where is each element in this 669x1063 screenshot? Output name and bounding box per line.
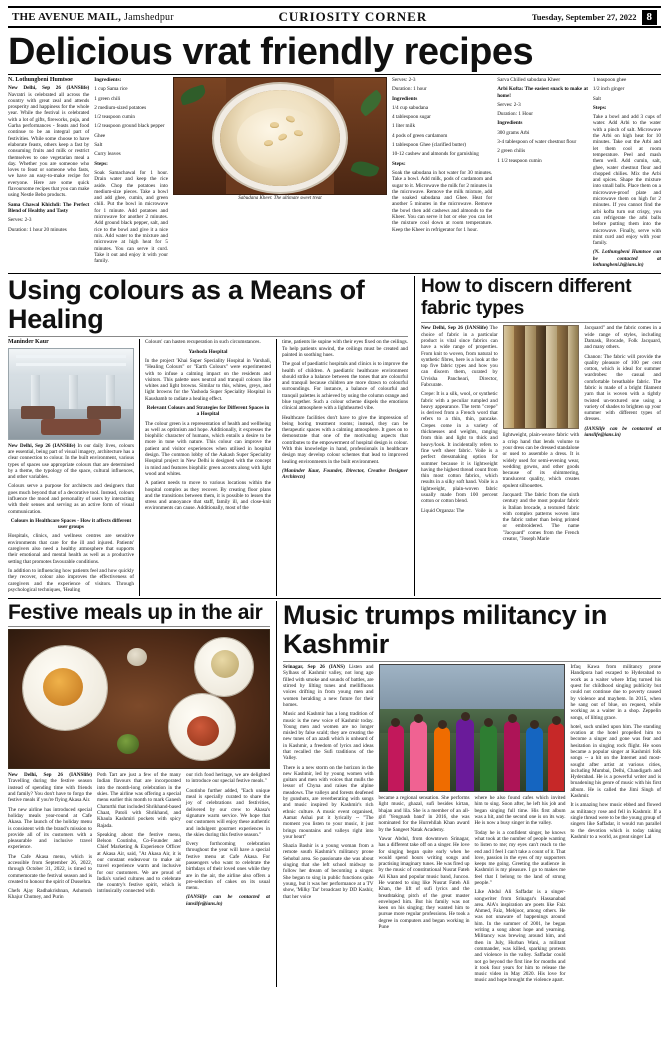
lead-col1-text: Navratri is celebrated all across the country with great zeal and attends prosperity and happiness for the whole year. While the festival is celebrated with a lot of gifts, fireworks, puja, and Garba performances - feasts and food continue to be an integral part of festivities. While some choose to have elaborate feasts, others keep a fast by consuming fruits and milk or restrict themselves to one vegetarian meal a day. Whether you are someone who loves to feast or someone who fasts, we have an easy-to-make recipe for everyone. Here are some quick flavoursome recipes that you can make using Nestle Bebo products. [8, 91, 90, 199]
performer [388, 725, 404, 791]
fabric-rolls-photo [503, 325, 580, 429]
lead-col-4 [392, 77, 492, 271]
performer-head [484, 718, 493, 727]
light-strip [16, 363, 125, 366]
section-title: CURIOSITY CORNER [278, 9, 428, 24]
lead-col-1 [8, 77, 89, 271]
ingredient-item: 300 grams Arbi [497, 129, 530, 136]
divider [8, 74, 661, 75]
performer [456, 719, 474, 791]
col5-duration: Duration: 1 Hour [497, 111, 533, 118]
festive-col-1 [8, 772, 92, 910]
festive-headline: Festive meals up in the air [8, 601, 263, 625]
fabric-col-3 [584, 325, 661, 545]
food-item [211, 650, 239, 678]
healing-col3-p2: The goal of paediatric hospitals and clinics is to improve the health of children. A paediatric healthcare environment should strike a balance between the tones that are colourful and tranquil because children are more drawn to colourful surroundings. For instance, a balance of colourful and tranquil palettes is achieved by using the column orange and blue together. Such a colour scheme dispels the emotions clinical atmosphere with a lighthearted vibe. [282, 361, 408, 412]
ingredient-item: 3-4 tablespoon of water chestnut flour [497, 139, 577, 146]
ingredient-item: 1 cup Sama rice [94, 86, 128, 93]
hospital-lobby-photo [8, 348, 134, 440]
bottom-section [8, 601, 661, 987]
lead-col-6 [593, 77, 661, 271]
col4-steps: Soak the sabudana in hot water for 30 minutes. Take a bowl. Add milk, pods of cardamom and sugar to it. Microwave the milk for 2 minutes in the microwave. Remove the milk mixture, add the soaked sabudana and Ghee. Heat for another 5 minutes in the microwave. Remove the bowl then add cashews and almonds to the Kheer. You can serve it hot or else you can let the mixture cool down at room temperature. Keep the Kheer in refrigerator for 1 hour. [392, 169, 493, 233]
kashmir-performance-photo [379, 664, 566, 792]
steps-heading: Steps: [94, 160, 108, 167]
healing-byline: Maninder Kaur [8, 339, 49, 346]
fabric-roll [568, 326, 579, 428]
ingredient-item: 2 medium-sized potatoes [94, 104, 147, 111]
music-col-1 [283, 664, 374, 987]
divider [8, 626, 270, 627]
food-item [127, 648, 147, 666]
festive-meal-photo [8, 629, 270, 769]
dateline: New Delhi, Sep 26 (IANSlife) [8, 85, 90, 92]
masthead-title: THE AVENUE MAIL [12, 11, 119, 23]
fabric-roll [546, 326, 557, 428]
col4-serves: Serves: 2-3 [392, 77, 416, 83]
page-number: 8 [642, 10, 658, 25]
col5-sub: Sarva Chilled sabudana Kheer [497, 77, 561, 83]
performer [504, 721, 520, 791]
fabric-col-1 [421, 325, 498, 545]
divider [8, 273, 661, 274]
music-col1-p4: Shazia Bashir is a young woman from a remote south Kashmir's militancy prone Sehobal area. So passionate she was about singing that she left school midway to follow her dream of becoming a singer. She began to sing in public functions quite young, but it was her performance at a TV show, 'Milky Tar' broadcast by DD Kashir, that her voice [283, 843, 374, 900]
steps-text: Soak Samachawal for 1 hour. Drain water and keep the rice aside. Chop the potatoes into medium-size pieces. Take a bowl and add ghee, cumin, and green chili. Put the bowl in microwave for 1 minute. Add potatoes and microwave for another 2 minutes. Add ground black pepper, salt, and rice to the bowl and give it a nice mix. Add water to the mixture and microwave at high heat for 5 minutes. You can serve it curd. Take it out and enjoy it with your family. [94, 169, 168, 265]
fabric-col2-p1: lightweight, plain-weave fabric with a crisp hand that lends volume to your dress can be dressed standalone or used to assemble a dress. It is widely used for semi-evening wear, wedding gowns, and other goods because of its shimmering, translucent quality, which creates opulent silhouettes. [502, 432, 580, 489]
performer-head [552, 716, 561, 725]
lead-col-5 [497, 77, 588, 271]
fabric-roll [557, 326, 568, 428]
fabric-roll [514, 326, 525, 428]
contact-note: (IANSlife can be contacted at ianslife@ians.in) [186, 894, 270, 907]
festive-col1-chefs: Chefs Ajay Radhakrishnan, Ashutosh Khajur Chutney, and Purin [8, 888, 92, 901]
middle-section [8, 276, 661, 596]
ingredient-item: 1/2 teaspoon ground black pepper [94, 123, 165, 130]
music-col-3 [475, 795, 566, 987]
masthead-title-group: THE AVENUE MAIL, Jamshedpur [12, 11, 174, 23]
ceiling [9, 349, 133, 375]
music-col-4 [570, 664, 661, 987]
ingredient-item: Salt [592, 95, 601, 102]
fabric-col2-p2: Jacquard: The fabric from the sixth century and the most popular fabric is Italian brocade, a textured fabric with complex patterns woven into the fabric rather than being printed or embroidered. The name "Jacquard" comes from the French creator, "Joseph Marie [502, 491, 580, 543]
music-col1-p3: There is a new storm on the horizon in the new Kashmir, led by young women with guitars and men with voices that mulls the lessor of Chyna and raises the alpine meadows. The valleys and forests deafened by gunshots, are reverberating with songs and music inspired by Kashmir's rich ethnic culture. A music event organised, Aamat Ashai put it lyrically -- "The moment you listen to your music, it just brings mountains and valleys right into your heart" [283, 764, 374, 840]
masthead-right [532, 10, 657, 25]
healing-col2-p1: Colours' can hasten recuperation in such circumstances. [145, 339, 261, 346]
col6-steps: Take a bowl and add 3 cups of water. Add Arbi to the water with a pinch of salt. Microwave the Arbi on high heat for 10 minutes. Take out the Arbi and let them cool at room temperature. Peel and mash them well. Add cumin, salt, ghee, water chestnut flour and chopped chilies. Mix the Arbi and spices. Shape the mixture into small balls. Place them on a microwave-proof plate and microwave them on high for 2 minutes. If you cannot find the arbi kofta turn out crispy, you can refrigerate the arbi balls before putting them into the microwave. Finally, serve with mint curd and enjoy with your family. [592, 114, 661, 247]
performer [526, 727, 543, 791]
food-item [43, 668, 83, 706]
festive-col3-p1: our rich food heritage, we are delighted to introduce our special festive meals." [186, 772, 270, 785]
festive-col2-p1: Poth Tart are just a few of the many Indian flavours that are incorporated into the month-long celebration in the skies. The airline was offering a special menu earlier this month to mark Ganesh Chaturthi that included Shrikhand-based Chaat, Patoli with Shrikhand, and Khaula Kashmiri pockets with spicy Rajada. [97, 772, 181, 829]
fabric-columns [421, 325, 661, 545]
music-col2-p1: became a regional sensation. She performs light music, ghazal, sufi besides kirtan, bhajan and lila. She is a member of an all-girl 'Yengnash band' in 2016, she was nominated for the Hurrehllah Khan award by the Sangeet Natak Academy. [378, 795, 470, 833]
masthead-city: Jamshedpur [124, 12, 174, 23]
divider [8, 598, 661, 599]
healing-headline: Using colours as a Means of Healing [8, 275, 365, 335]
healing-col3-p1: time, patients lie supine with their eyes fixed on the ceilings. To help patients unwind, the ceilings must be created and painted in soothing hues. [282, 339, 408, 358]
music-col3-p1: where he also found cafes which invited him to sing. Soon after, he left his job and began singing full time. His first album was a hit, and the second one is on its way. He is now a busy singer in the valley. [474, 795, 566, 827]
divider [283, 661, 661, 662]
issue-date: Tuesday, September 27, 2022 [531, 12, 637, 22]
ingredient-item: 1 green chili [94, 95, 121, 102]
light-strip [16, 355, 125, 358]
festive-col1-text: Travelling during the festive season instead of spending time with friends and family? You don't have to forgo the festive meals if you're flying Akasa Air. [8, 778, 92, 804]
cashew-garnish [270, 122, 279, 128]
photo-caption: Sabudana Kheer. The ultimate sweet treat [238, 196, 322, 201]
dateline: New Delhi, Sep 26 (IANSlife) [421, 325, 488, 332]
festive-col2-p2: Speaking about the festive menu, Belson Coutinho, Co-Founder and Chief Marketing & Experience Officer at Akasa Air, said, "At Akasa Air, it is our constant endeavour to make air travel experience warm and inclusive for our customers. We are proud of India's varied cultures and to celebrate the country's festive spirit, which is intrinsically connected with [97, 831, 181, 895]
ingredients-heading: Ingredients: [94, 77, 122, 83]
healing-col1-p2: Colours serve a purpose for architects and designers that goes much beyond that of a decorative tool. Instead, colours influence the mood and personality of users by interacting with their senses and serving as an active form of visual communication. [8, 483, 134, 515]
contact-note: (N. Lothungbeni Humtsoe can be contacted at lothungbeni.h@ians.in) [592, 249, 661, 269]
lead-story-body [8, 77, 661, 271]
performer [410, 721, 427, 791]
healing-col2-sub1: Yashoda Hospital [188, 348, 228, 355]
healing-col-2 [139, 339, 271, 596]
fabric-col3-p4: Chanon: The fabric will provide the quality pleasure of 100 per cent cotton, which is ideal for summer wardrobes: the casual and comfortable breathable fabric. The fabric is made of a bright filament yarn that is woven with a tightly twisted un-textured one using a variety of shades to brighten up your summer with different types of dresses. [584, 353, 662, 423]
col5-ing-head: Ingredients [497, 120, 523, 127]
food-item [117, 734, 139, 754]
ingredient-item: Ghee [94, 132, 106, 139]
rug [41, 419, 101, 435]
healing-col-3 [276, 339, 408, 596]
ingredient-item: 10-12 cashew and almonds for garnishing [392, 151, 479, 158]
fabric-roll [525, 326, 536, 428]
music-center [379, 664, 566, 987]
ingredient-item: 1/2 inch ginger [592, 86, 625, 93]
performer-head [391, 718, 400, 727]
music-col1-text: Listen and Sylhass of Kashmir valley, not long ago filled with smoke and sounds of battles, are stirred by lilting tunes and mellifluous voices drifting in from young men and women heralding a new future for their homes. [283, 664, 374, 708]
ingredient-item: 4 pods of green cardamom [392, 132, 448, 139]
healing-col1-p3: Hospitals, clinics, and wellness centres are sensitive environments that care for the ill and injured. Patients' caregivers also need a healthy atmosphere that supports their emotional and mental health as well as a productive setting that promotes favourable conditions. [8, 533, 134, 565]
fabric-col-2 [503, 325, 580, 545]
healing-col1-p4: In addition to influencing how patients feel and how quickly they recover, colour also improves the effectiveness of caregivers and the experience of visitors. Through psychological techniques, 'Healing [8, 567, 134, 593]
healing-col1-text: In our daily lives, colours are essential, being part of visual imagery, architecture has a clear connection to colour. In the built environment, various types of spaces use appropriate colours that are determined by a theme, the typology of the space, cultural influences, and other variables. [8, 442, 135, 481]
festive-col3-p3: Every forthcoming celebration throughout the year will have a special festive menu at Cafe Akasa. For passengers who want to celebrate the birthdays of their loved ones while they are in the air, the airline also offers a pre-selection of cakes on its usual menu. [186, 841, 270, 892]
music-col4-p3: It is amazing how music ebbed and flowed as militancy rose and fell in Kashmir. If a single thread were to be the young group of singers like Saffadar, it would run parallel to the devotion which is today taking Kashmir to a world, as great singer Lal [570, 802, 662, 840]
music-col3-p3: Like Abdul Ali Saffadar is a singer-songwriter from Srinagar's Hassanabad area. AlA's inspiration are poets like Faiz Ahmed, Faiz, Mehjoor, among others. He was not unaware of happenings around him. In the summer of 2001, he began writing a song about hope and yearning. Militancy was brewing around him, and then in July, Hurban Wani, a militant commander, was killed, sparking protests and violence in the valley. Saffadar could not go beyond the first line for months and it took four years for him to release the music video in May 2020. His love for music and hope brought the violence apart. [474, 889, 566, 984]
music-col3-p2: Today he is a confident singer, he knows what took at the number of people wanting to listen to me; my eyes can't reach to the end and I feel I can't take a count of it. That love, passion in the eyes of my supporters keeps me going. Greeting the audience in Kashmiri is my pleasure. I go to makes me feel that I belong to the land of strong people." [474, 829, 566, 886]
divider [8, 336, 408, 337]
festive-columns [8, 772, 270, 910]
ingredient-item: 1/4 cup sabudana [392, 104, 429, 111]
lead-col1-serves: Serves: 2-3 [8, 217, 32, 224]
lead-headline: Delicious vrat friendly recipes [8, 31, 534, 73]
healing-columns [8, 339, 408, 596]
music-col2-p2: Yawar Abdul, from downtown Srinagar, has a different take off on a singer. He love for singing began quite early when he would spend hours writing songs and practising imaginary tunes. He was fired up by the music of constitutional Nusrat Fateh Ali Khan and popular music band, Juncoo. He wanted to sing like Nusrat Fateh Ali Khan, the lift of sufi lyrics and the breathtaking pitch of the great master enveloped him. But his family was not keen on his singing; they wanted him to pursue more regular professions. He took a degree in computers and began working in Pune [378, 835, 470, 931]
lead-col1-sub: Sama Chawal Khichdi: The Perfect Blend of Healthy and Tasty [8, 201, 90, 214]
performer [480, 725, 497, 791]
ingredient-item: 1 1/2 teaspoon cumin [497, 157, 542, 164]
lead-col1-duration: Duration: 1 hour 20 minutes [8, 226, 67, 233]
recipe-photo [173, 77, 387, 195]
col4-steps-head: Steps: [392, 160, 406, 167]
fabric-article [414, 276, 661, 596]
food-item [187, 716, 219, 746]
healing-col2-p2: In the project 'Khai Super Speciality Hospital in Varshali, "Healing Colours" or "Earth Colours" were experimented with to infuse a calming impact on the residents and visitors. This palette uses neutral and tranquil colours like whites and light browns. Similar to this, whites, greys, and light browns for the Yashoda Super Speciality Hospital in Kaushamb to radiate a healing effect. [145, 357, 271, 402]
festive-col-3 [186, 772, 270, 910]
healing-col-1 [8, 339, 134, 596]
contact-note: (IANSlife can be contacted at ianslife@ians.in) [584, 425, 662, 439]
masthead [8, 6, 661, 28]
festive-col3-p2: Coutinho further added, "Each unique meal is specially curated to share the joy of celebrations and festivities, delivered by our crew to Akasa's signature warm service. We hope that our customers will enjoy these authentic and indulgent gourmet experiences in the skies during this festive season." [186, 787, 270, 838]
performer-head [414, 714, 423, 723]
lead-photo-wrap [173, 77, 387, 271]
fabric-headline: How to discern different fabric types [421, 276, 632, 320]
festive-col1-p2: The new airline has introduced special holiday meals year-round at Cafe Akasa. The launch of the holiday menu is consistent with the brand's mission to provide all of its customers with a pleasurable and inclusive travel experience. [8, 806, 92, 851]
dateline: New Delhi, Sep 26 (IANSlife) [8, 772, 92, 779]
music-col-2 [379, 795, 470, 987]
fabric-roll [536, 326, 547, 428]
performer-head [461, 712, 470, 721]
music-article [276, 601, 661, 987]
music-columns [283, 664, 661, 987]
divider [421, 322, 661, 323]
healing-col3-p3: Healthcare facilities don't have to give the impression of being boring treatment rooms; instead, they can be therapeutic spaces with a calming atmosphere. It goes on to demonstrate that one of the motivating aspects that contributes to the empowerment of hospital design is colour. With this knowledge in hand, professionals in healthcare design may develop colour schemes that lead to improved healing environments in the built environment. [282, 414, 408, 465]
col4-ing-head: Ingredients [392, 95, 418, 102]
healing-col2-p4: A patient needs to move to various locations within the hospital complex as they recover. By creating floor plans and the transitions between them, it is possible to lessen the stress and annoyance that staff, family ill, and close-knit environments can cause. Additionally, most of the [145, 480, 271, 512]
performer-head [438, 720, 447, 729]
sofa [87, 406, 121, 419]
lead-col-2 [94, 77, 168, 271]
music-col4-p2: hotel, such smiled upon him. The standing ovation at the hotel propelled him to become a singer and gone was fear and hesitation in singing rock flight. He soon became a popular singer at Kashmiri folk songs -- a hit on the Internet and most-sought after artist at various cities, including Mumbai, Delhi, Chandigarh and Hyderabad. He is a powerful writer and is broadening his genre of music with his first album. He is called the Jimi Singh of Kashmir. [570, 723, 662, 800]
healing-col2-p3: The colour green is a representation of health and wellbeing as well as optimism and hope. Additionally, it expresses the biophilic character of humans, which entails a desire to be more in tune with nature. This colour can improve the patient and visitor experiences when utilised in hospital design. The common lobby of the Aakash Super Speciality Hospital project in New Delhi is designed with the concept in mind and features biophilic green accents along with light wood and whites. [145, 420, 271, 477]
ingredient-item: 1 tablespoon Ghee (clarified butter) [392, 142, 467, 149]
fabric-col3-p3: Jacquard" and the fabric comes in a wide range of styles, including Damask, Brocade, Folk Jacquard, and many others. [584, 325, 662, 351]
performer [434, 727, 450, 791]
festive-article [8, 601, 270, 987]
ingredient-item: Curry leaves [94, 151, 121, 158]
ingredient-item: 1/2 teaspoon cumin [94, 114, 135, 121]
contact-note: (Maninder Kaur, Founder, Director, Creative Designer Architects) [282, 467, 408, 481]
festive-col-2 [97, 772, 181, 910]
fabric-col1-p3: Liquid Organza: The [421, 507, 465, 514]
col6-steps-head: Steps: [592, 104, 607, 111]
music-headline: Music trumps militancy in Kashmir [283, 600, 608, 660]
col5-note: Arbi Kofta: The easiest snack to make at home! [497, 86, 588, 99]
ingredient-item: 1 teaspoon ghee [592, 77, 627, 83]
col4-duration: Duration: 1 hour [392, 86, 427, 93]
col5-serves: Serves: 2-3 [497, 101, 521, 108]
fabric-roll [504, 326, 515, 428]
ingredient-item: 2 green chilis [497, 148, 526, 155]
dateline: New Delhi, Sep 26 (IANSlife) [8, 442, 76, 449]
dateline: Srinagar, Sep 26 (IANS) [283, 664, 345, 671]
music-col1-p2: Music and Kashmir has a long tradition of music is the new voice of Kashmir today. Young men and women are no longer misled by false scald; they are creating the new tunes of an azadi which is unheard of in Kashmir, a freedom of lyrics and ideas that recalled the Sufi traditions of the Valley. [283, 711, 374, 762]
ingredient-item: 4 tablespoon sugar [392, 114, 431, 121]
music-col4-p1: Irfaq Kawa from militancy prone Handipora had escaped to Hyderabad to work as a waiter where Irfaq turned his quest for childhood singing publicity but could not continue due to poverty caused by violence and mayhem. In 2015, when he sang out of blue, on request, while working as a waiter in a shop. Zeppelin songs, of lilting grace. [570, 664, 662, 721]
performer-head [508, 714, 517, 723]
lead-byline: N. Lothungbeni Humtsoe [8, 77, 73, 83]
fabric-col1-p2: Crepe: It is a silk, wool, or synthetic fabric with a peculiar rumpled and heavy appearance. The term "crepe" is derived from a French word that refers to a thin, thin, pancake. Crepes come in a variety of thicknesses and weights, ranging from thin and light to thick and heavy/look. It incidentally refers to fine weft sheer fabric. Voile is a perfect dressmaking option for summer because it is lightweight having the highest thread count from thin most cotton fabrics, which results in a silky soft hand. Voile is a lightweight, plain-woven fabric usually made from 100 percent cotton or cotton blend. [421, 391, 498, 505]
healing-col1-sub: Colours in Healthcare Spaces - How it affects different user groups [10, 517, 132, 531]
ingredient-item: Salt [94, 142, 103, 149]
healing-article [8, 276, 408, 596]
performer-head [530, 720, 539, 729]
festive-col1-p3: The Cafe Akasa menu, which is accessible from September 26, 2022, through October 31, 2022, is timed to commemorate the festival season and is created to honour the spirit of Dussehra. [8, 853, 92, 885]
sofa [21, 406, 55, 419]
performer [548, 723, 564, 791]
fabric-col1-text: The choice of fabric in a particular product is vital since fabrics can have a wide range of properties. From knit to woven, from natural to synthetic fibres, here is a look at the top five fabric types and how you can discern them, curated by Urvisha Pancheari, Director, Fabcurate. [421, 325, 498, 388]
ingredient-item: 1 liter milk [392, 123, 416, 130]
healing-col2-sub2: Relevant Colours and Strategies for Different Spaces in a Hospital [146, 404, 270, 418]
